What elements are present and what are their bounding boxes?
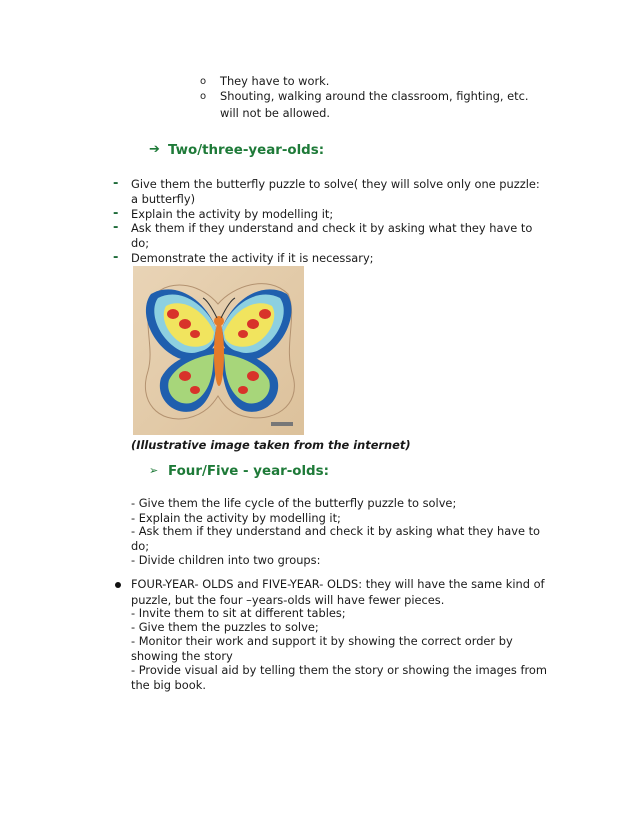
butterfly-puzzle-image (133, 266, 304, 435)
list-item-continuation: do; (131, 236, 150, 250)
list-item: - Monitor their work and support it by showing the correct order by (131, 634, 513, 648)
arrowhead-bullet-icon: ➢ (149, 464, 159, 477)
dash-bullet: - (113, 206, 119, 221)
list-item: - Give them the life cycle of the butterfly puzzle to solve; (131, 496, 457, 510)
list-item-continuation: showing the story (131, 649, 233, 663)
dash-bullet: - (113, 176, 119, 191)
circle-bullet: o (200, 76, 207, 87)
arrow-bullet-icon: ➔ (149, 142, 160, 157)
dash-bullet: - (113, 220, 119, 235)
list-item-continuation: do; (131, 539, 150, 553)
list-item: - Explain the activity by modelling it; (131, 511, 341, 525)
list-item-continuation: a butterfly) (131, 192, 196, 206)
section-heading: Four/Five - year-olds: (168, 464, 329, 479)
list-item: - Ask them if they understand and check it by asking what they have to (131, 524, 541, 538)
dash-bullet: - (113, 250, 119, 265)
list-item: Shouting, walking around the classroom, fighting, etc. (220, 89, 529, 103)
list-item: Explain the activity by modelling it; (131, 207, 334, 221)
list-item-continuation: will not be allowed. (220, 106, 331, 120)
list-item: - Give them the puzzles to solve; (131, 620, 319, 634)
bullet-text: puzzle, but the four –years-olds will have fewer pieces. (131, 593, 445, 607)
list-item: Give them the butterfly puzzle to solve( they will solve only one puzzle: (131, 177, 540, 191)
list-item: - Provide visual aid by telling them the story or showing the images from (131, 663, 547, 677)
bullet-dot (115, 582, 121, 588)
circle-bullet: o (200, 91, 207, 102)
section-heading: Two/three-year-olds: (168, 143, 325, 158)
image-caption: (Illustrative image taken from the internet) (131, 438, 411, 452)
list-item-continuation: the big book. (131, 678, 206, 692)
list-item: - Divide children into two groups: (131, 553, 321, 567)
list-item: - Invite them to sit at different tables; (131, 606, 346, 620)
bullet-text: FOUR-YEAR- OLDS and FIVE-YEAR- OLDS: they will have the same kind of (131, 577, 545, 591)
list-item: They have to work. (220, 74, 330, 88)
list-item: Ask them if they understand and check it by asking what they have to (131, 221, 533, 235)
list-item: Demonstrate the activity if it is necessary; (131, 251, 374, 265)
butterfly-icon (133, 266, 304, 435)
